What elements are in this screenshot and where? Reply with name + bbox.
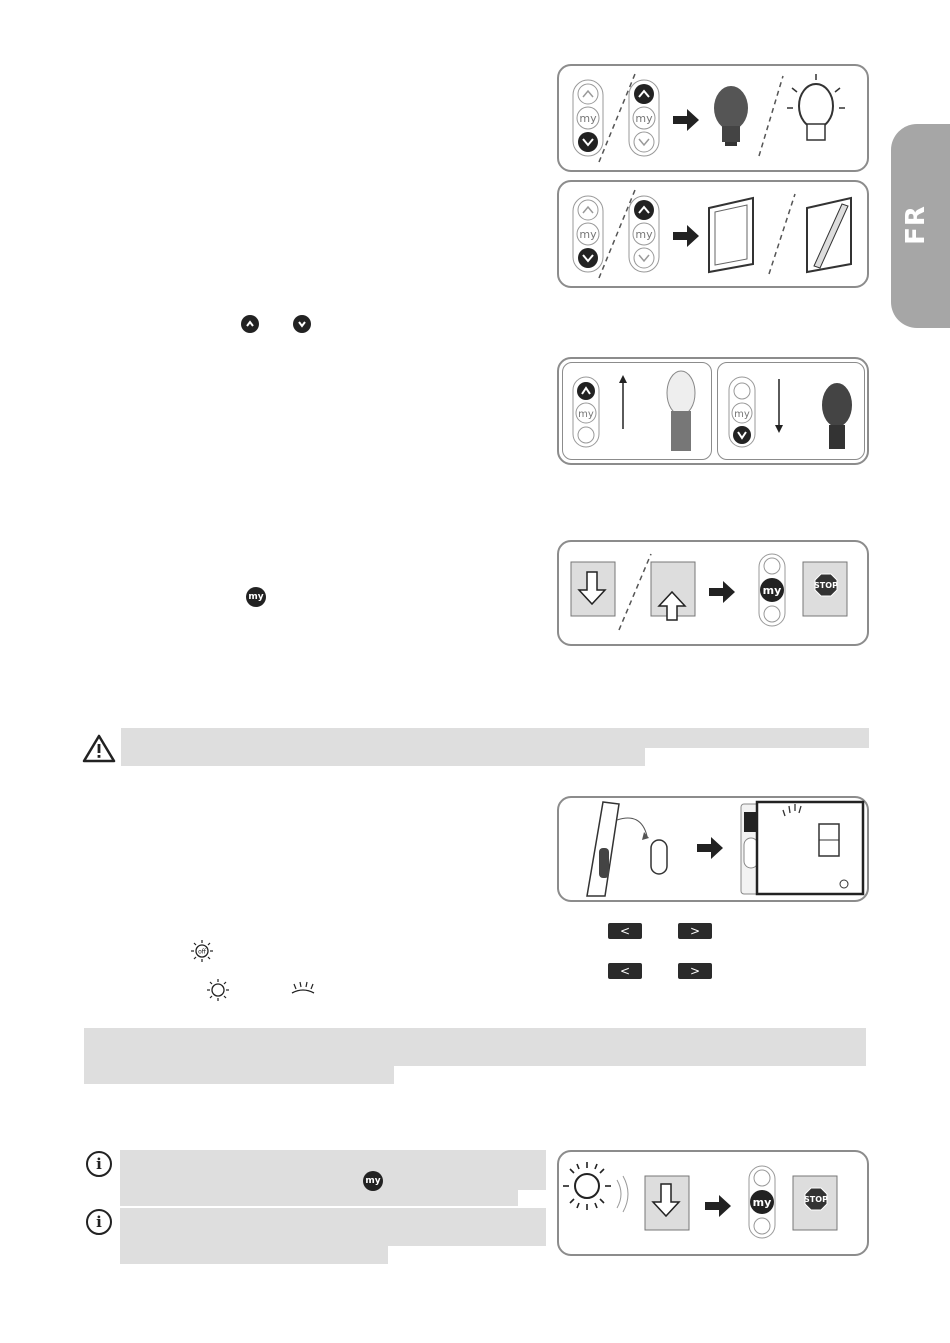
- sun-sensor-diagram: [559, 1152, 867, 1254]
- illustration-dimming: [557, 357, 869, 465]
- right-key-icon-2: >: [678, 963, 712, 979]
- note-bar: [84, 1028, 866, 1066]
- illustration-remote-activation: [557, 796, 869, 902]
- illustration-light-on-off: [557, 64, 869, 172]
- info-note-bar-2: [120, 1208, 546, 1246]
- info-symbol-2: i: [96, 1213, 102, 1231]
- my-icon-label: my: [248, 592, 264, 602]
- illustration-sun-sensor: [557, 1150, 869, 1256]
- window-diagram: [559, 182, 867, 286]
- illustration-blind-stop: [557, 540, 869, 646]
- info-note-bar-1-line2: [120, 1190, 518, 1206]
- svg-text:my: my: [752, 1196, 772, 1209]
- svg-text:my: my: [578, 409, 594, 420]
- light-diagram: [559, 66, 867, 170]
- warning-icon: [82, 733, 116, 767]
- left-key-icon: <: [608, 923, 642, 939]
- language-tab-label: FR: [900, 205, 931, 245]
- left-key-icon-2: <: [608, 963, 642, 979]
- right-key-icon: >: [678, 923, 712, 939]
- my-button-icon-2: [363, 1171, 383, 1191]
- svg-text:my: my: [762, 584, 782, 597]
- info-note-bar-2-line2: [120, 1246, 388, 1264]
- up-button-icon: [241, 315, 259, 333]
- blind-stop-diagram: [559, 542, 867, 644]
- note-bar-line2: [84, 1066, 394, 1084]
- svg-text:STOP: STOP: [804, 1195, 828, 1204]
- info-icon-2: [86, 1209, 112, 1235]
- warning-note-bar-line2: [121, 748, 645, 766]
- info-note-bar-1: [120, 1150, 546, 1190]
- info-symbol: i: [96, 1155, 102, 1173]
- warning-note-bar: [121, 728, 869, 748]
- info-icon: [86, 1151, 112, 1177]
- my-icon-label-2: my: [365, 1176, 381, 1186]
- remote-activation-diagram: [559, 798, 867, 900]
- svg-text:STOP: STOP: [814, 581, 838, 590]
- down-button-icon: [293, 315, 311, 333]
- svg-text:my: my: [734, 409, 750, 420]
- sensor-signal-icon: [290, 980, 316, 999]
- svg-text:off: off: [198, 948, 206, 956]
- dimming-diagram: [559, 359, 867, 463]
- svg-text:my: my: [635, 228, 653, 241]
- svg-text:my: my: [579, 112, 597, 125]
- sun-icon: [206, 978, 230, 1006]
- sun-off-icon: [190, 939, 214, 967]
- svg-text:my: my: [635, 112, 653, 125]
- my-button-icon: [246, 587, 266, 607]
- svg-text:my: my: [579, 228, 597, 241]
- illustration-window-open-close: [557, 180, 869, 288]
- language-tab: [891, 124, 950, 328]
